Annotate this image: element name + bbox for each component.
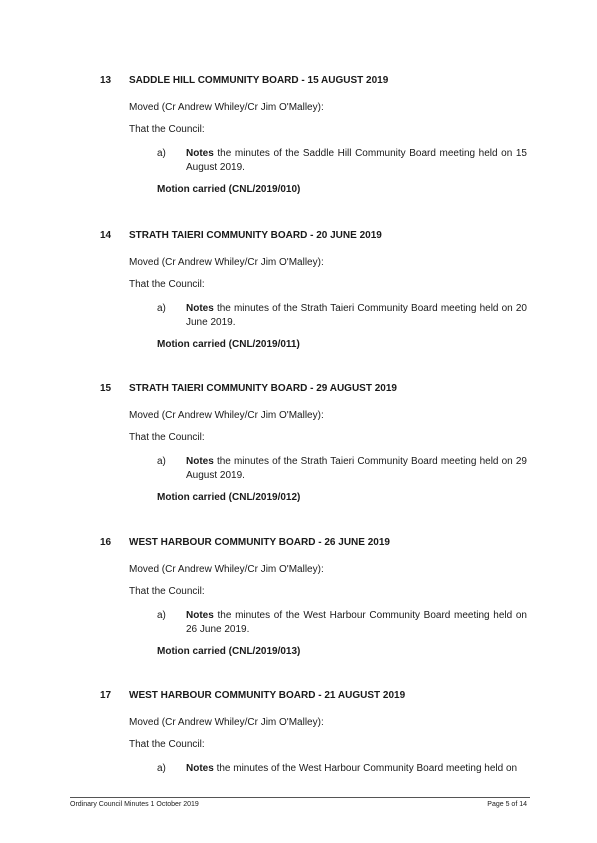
- that-line: That the Council:: [129, 586, 205, 597]
- resolution-bold: Notes: [186, 610, 214, 621]
- item-number: 17: [100, 690, 112, 701]
- item-number: 14: [100, 230, 112, 241]
- motion-carried: Motion carried (CNL/2019/013): [157, 646, 301, 657]
- item-number: 13: [100, 75, 112, 86]
- resolution-bold: Notes: [186, 303, 214, 314]
- that-line: That the Council:: [129, 124, 205, 135]
- resolution-label: a): [157, 763, 166, 774]
- resolution-text: the minutes of the West Harbour Community Board meeting held on 26 June 2019.: [186, 610, 527, 635]
- that-line: That the Council:: [129, 739, 205, 750]
- footer-page-number: Page 5 of 14: [487, 801, 527, 808]
- item-number: 16: [100, 537, 112, 548]
- item-title: STRATH TAIERI COMMUNITY BOARD - 20 JUNE 2019: [129, 230, 382, 241]
- resolution-label: a): [157, 303, 166, 314]
- resolution-label: a): [157, 148, 166, 159]
- moved-line: Moved (Cr Andrew Whiley/Cr Jim O'Malley):: [129, 717, 324, 728]
- item-title: WEST HARBOUR COMMUNITY BOARD - 21 AUGUST 2019: [129, 690, 406, 701]
- resolution-text: the minutes of the West Harbour Community Board meeting held on: [216, 763, 518, 774]
- motion-carried: Motion carried (CNL/2019/012): [157, 492, 301, 503]
- moved-line: Moved (Cr Andrew Whiley/Cr Jim O'Malley):: [129, 102, 324, 113]
- resolution-label: a): [157, 456, 166, 467]
- footer-document-title: Ordinary Council Minutes 1 October 2019: [70, 801, 199, 808]
- item-title: WEST HARBOUR COMMUNITY BOARD - 26 JUNE 2019: [129, 537, 390, 548]
- motion-carried: Motion carried (CNL/2019/011): [157, 339, 300, 350]
- resolution-text: the minutes of the Strath Taieri Community Board meeting held on 29 August 2019.: [186, 456, 527, 481]
- resolution-bold: Notes: [186, 763, 214, 774]
- that-line: That the Council:: [129, 279, 205, 290]
- resolution-label: a): [157, 610, 166, 621]
- motion-carried: Motion carried (CNL/2019/010): [157, 184, 301, 195]
- resolution-bold: Notes: [186, 148, 214, 159]
- footer-divider: [70, 797, 530, 798]
- resolution-text: the minutes of the Strath Taieri Community Board meeting held on 20 June 2019.: [186, 303, 527, 328]
- resolution-bold: Notes: [186, 456, 214, 467]
- moved-line: Moved (Cr Andrew Whiley/Cr Jim O'Malley):: [129, 257, 324, 268]
- that-line: That the Council:: [129, 432, 205, 443]
- moved-line: Moved (Cr Andrew Whiley/Cr Jim O'Malley):: [129, 410, 324, 421]
- item-title: STRATH TAIERI COMMUNITY BOARD - 29 AUGUST 2019: [129, 383, 397, 394]
- moved-line: Moved (Cr Andrew Whiley/Cr Jim O'Malley):: [129, 564, 324, 575]
- item-number: 15: [100, 383, 112, 394]
- resolution-text: the minutes of the Saddle Hill Community Board meeting held on 15 August 2019.: [186, 148, 527, 173]
- item-title: SADDLE HILL COMMUNITY BOARD - 15 AUGUST 2019: [129, 75, 389, 86]
